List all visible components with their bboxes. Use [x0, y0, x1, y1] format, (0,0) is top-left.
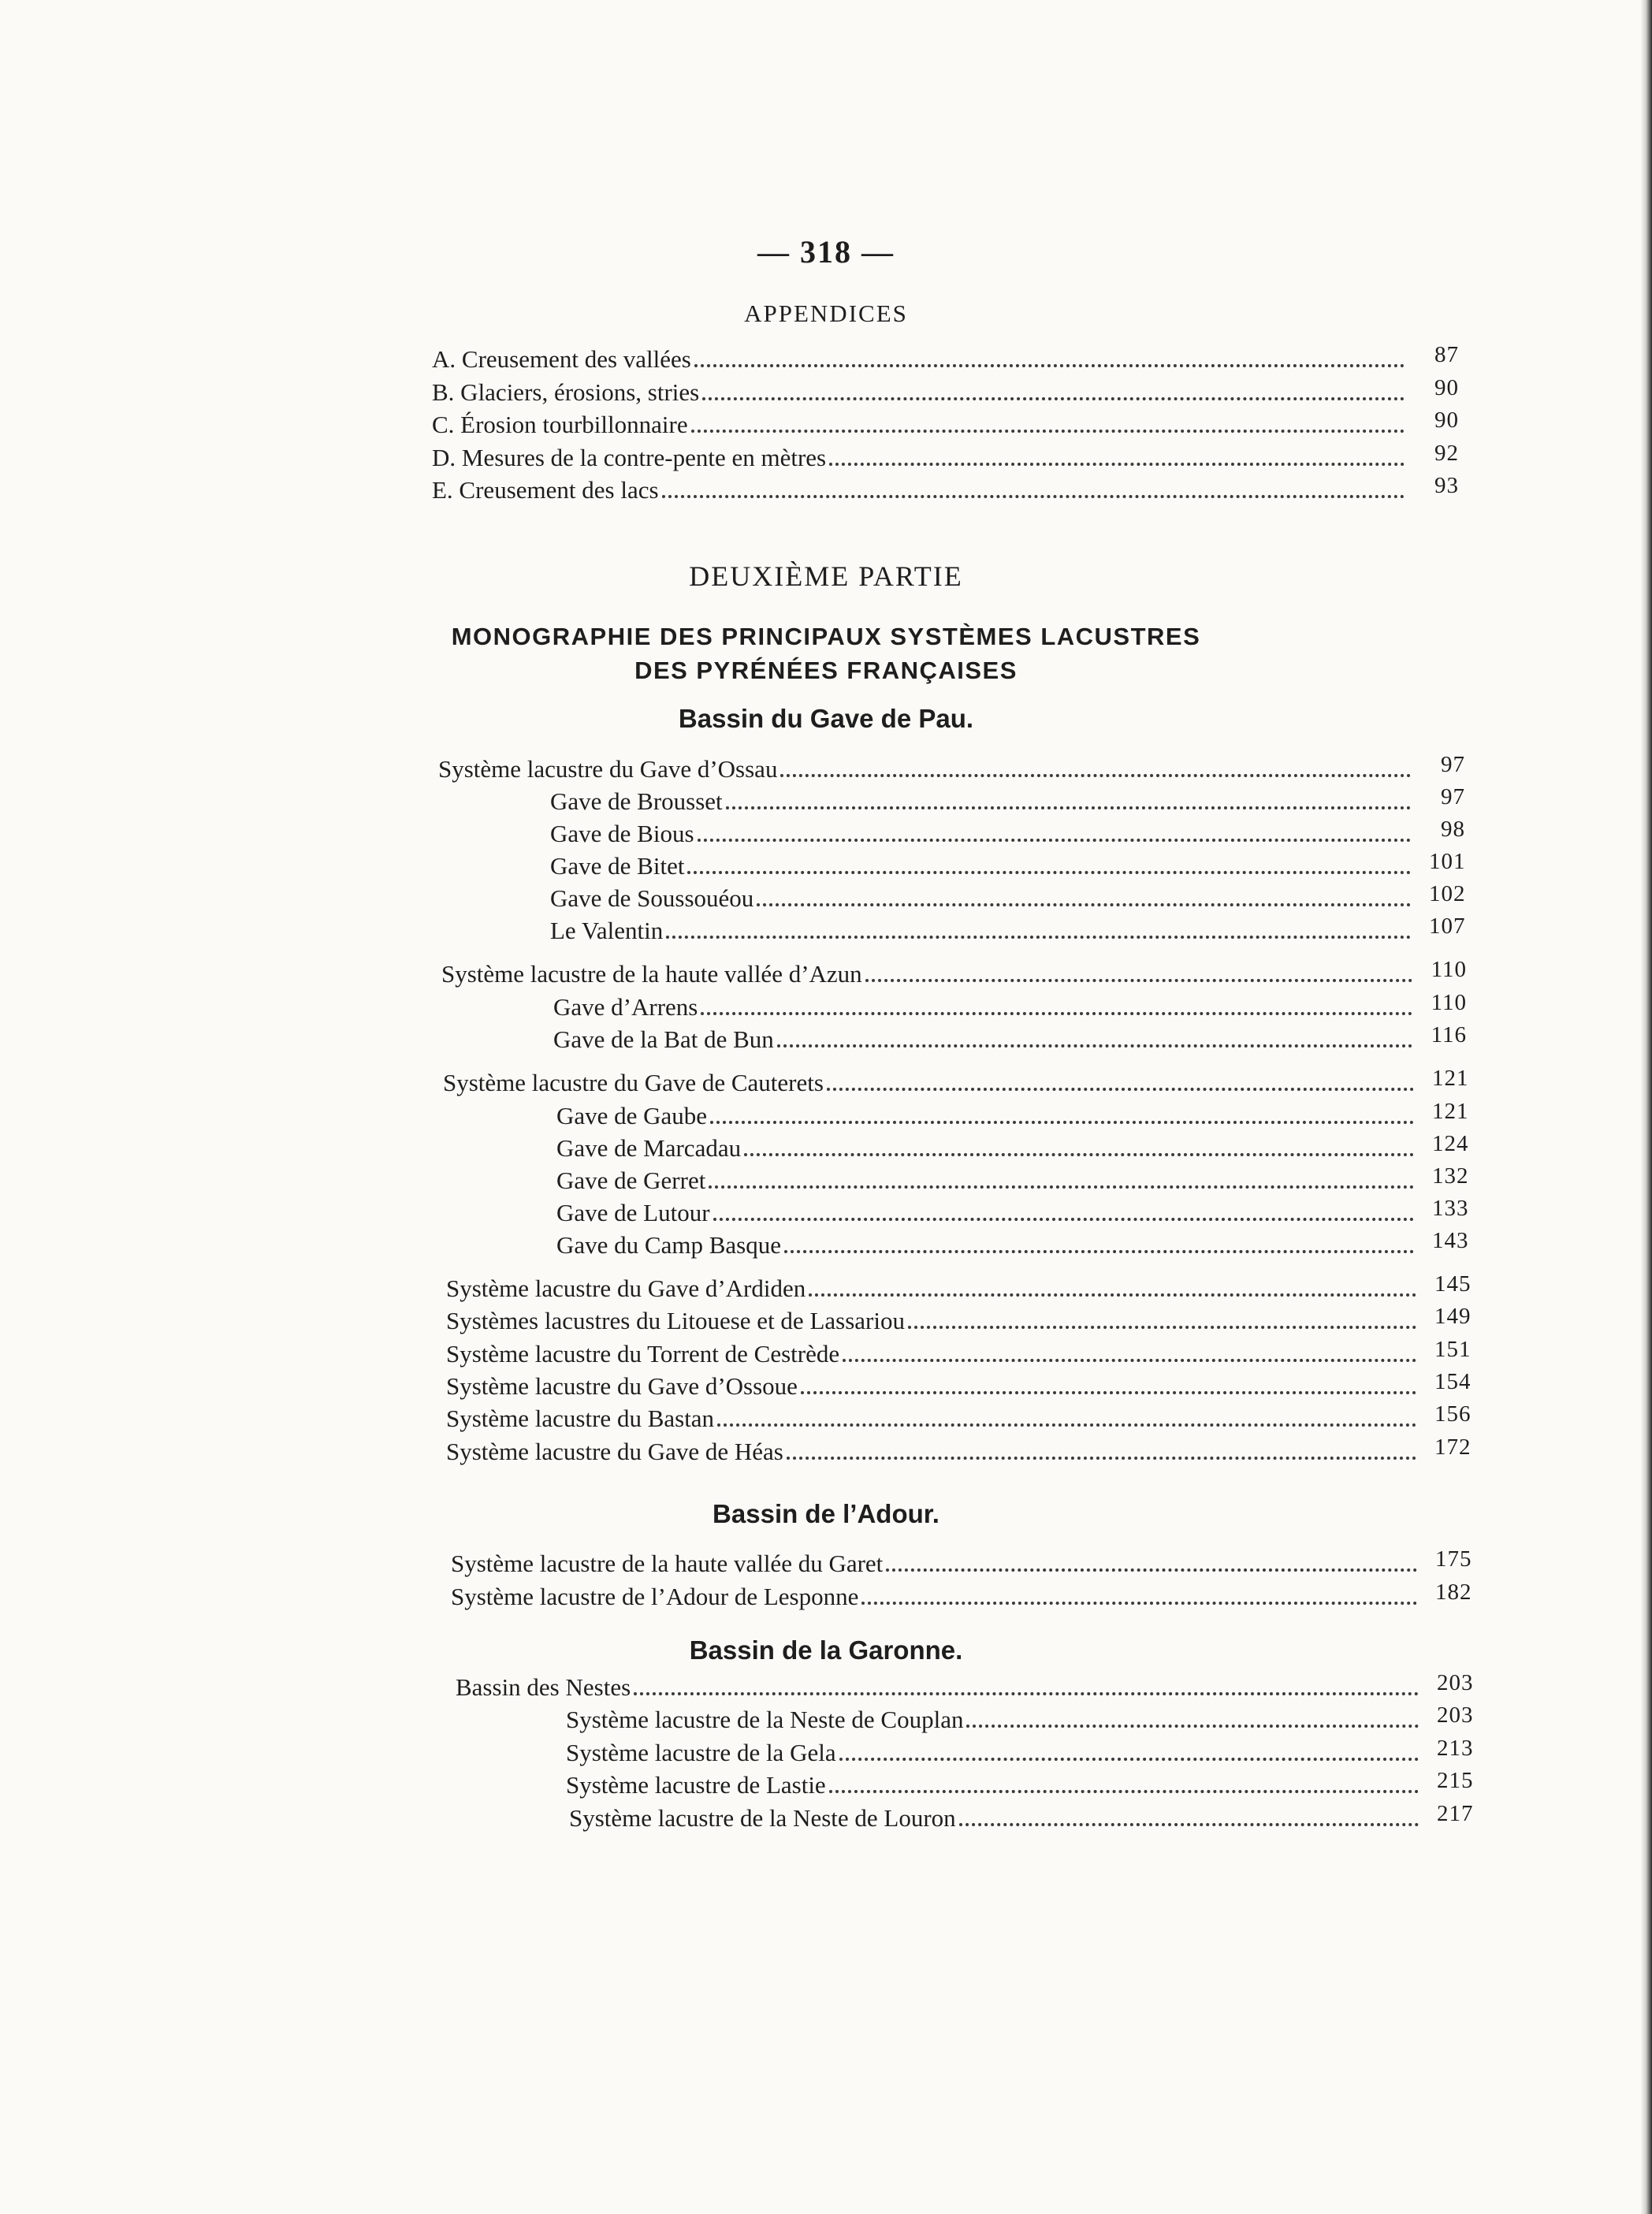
toc-entry-label: B. Glaciers, érosions, stries: [432, 378, 700, 406]
toc-entry: [446, 1337, 1472, 1371]
toc-entry: [550, 849, 1466, 883]
toc-entry: [566, 1768, 1474, 1802]
toc-entry-page: 97: [1441, 784, 1465, 809]
toc-entry-page: 172: [1434, 1434, 1472, 1460]
toc-entry: [443, 1066, 1469, 1100]
toc-entry-page: 121: [1432, 1066, 1469, 1091]
toc-entry-label: Système lacustre de la Gela: [566, 1739, 836, 1766]
dot-leader: [777, 1044, 1412, 1047]
toc-entry-label: A. Creusement des vallées: [432, 345, 691, 373]
toc-entry-page: 116: [1431, 1022, 1467, 1047]
toc-entry-label: Système lacustre du Bastan: [446, 1405, 715, 1432]
toc-entry-label: Système lacustre du Torrent de Cestrède: [446, 1340, 840, 1367]
toc-entry-label: Gave de Gaube: [556, 1102, 708, 1129]
toc-entry-page: 217: [1437, 1801, 1474, 1826]
toc-entry-page: 110: [1431, 990, 1467, 1015]
dot-leader: [839, 1758, 1419, 1761]
dot-leader: [709, 1185, 1414, 1189]
dot-leader: [801, 1391, 1416, 1394]
toc-entry-label: Gave de Marcadau: [556, 1134, 742, 1162]
dot-leader: [698, 839, 1411, 842]
toc-entry: [550, 914, 1466, 947]
toc-entry-label: Système lacustre de l’Adour de Lesponne: [451, 1583, 859, 1610]
toc-entry: [569, 1801, 1474, 1835]
dot-leader: [829, 1790, 1419, 1793]
dot-leader: [717, 1423, 1416, 1427]
toc-entry-page: 213: [1437, 1736, 1474, 1761]
toc-entry: [550, 881, 1466, 915]
toc-entry: [550, 784, 1465, 818]
dot-leader: [908, 1326, 1416, 1329]
toc-entry: [553, 1022, 1467, 1056]
monograph-title-line-1: MONOGRAPHIE DES PRINCIPAUX SYSTÈMES LACUSTRES: [451, 623, 1201, 650]
toc-entry-label: Gave du Camp Basque: [556, 1231, 781, 1259]
dot-leader: [829, 463, 1405, 466]
toc-entry-label: Système lacustre de la haute vallée du Garet: [451, 1550, 884, 1577]
toc-entry-appendix-d: [432, 441, 1459, 474]
dot-leader: [966, 1725, 1419, 1728]
basin-heading-adour: Bassin de l’Adour.: [713, 1499, 939, 1528]
toc-entry: [451, 1546, 1472, 1580]
toc-entry-label: Système lacustre du Gave de Héas: [446, 1438, 783, 1465]
toc-entry-label: D. Mesures de la contre-pente en mètres: [432, 444, 827, 471]
toc-entry: [446, 1369, 1472, 1403]
dot-leader: [701, 1012, 1412, 1015]
toc-entry: [438, 752, 1465, 786]
toc-entry-label: Gave de Lutour: [556, 1199, 710, 1226]
page-number: — 318 —: [757, 234, 895, 270]
toc-entry-page: 149: [1434, 1304, 1472, 1329]
toc-entry-label: Gave de Bitet: [550, 852, 685, 880]
toc-entry-label: Gave de Gerret: [556, 1167, 706, 1194]
dot-leader: [843, 1359, 1416, 1362]
toc-entry-page: 182: [1435, 1580, 1472, 1605]
toc-entry-label: Le Valentin: [550, 917, 664, 944]
dot-leader: [726, 806, 1411, 809]
toc-entry: [556, 1163, 1469, 1197]
toc-entry-page: 124: [1432, 1131, 1469, 1156]
toc-entry-label: E. Creusement des lacs: [432, 476, 659, 504]
toc-entry-label: Bassin des Nestes: [456, 1673, 631, 1701]
dot-leader: [702, 397, 1405, 400]
toc-entry-page: 110: [1431, 957, 1467, 982]
toc-entry-label: Gave de Bious: [550, 820, 694, 847]
dot-leader: [784, 1250, 1414, 1253]
toc-entry-page: 90: [1434, 375, 1459, 400]
toc-entry-label: Système lacustre de la Neste de Couplan: [566, 1706, 964, 1733]
toc-entry: [446, 1401, 1472, 1435]
dot-leader: [713, 1218, 1414, 1221]
dot-leader: [787, 1457, 1416, 1460]
toc-entry: [566, 1736, 1474, 1769]
toc-entry-page: 92: [1434, 441, 1459, 466]
appendices-heading: APPENDICES: [744, 300, 908, 327]
basin-heading-pau: Bassin du Gave de Pau.: [678, 704, 974, 733]
toc-entry: [446, 1304, 1472, 1338]
toc-entry: [556, 1099, 1469, 1133]
toc-entry: [556, 1131, 1469, 1165]
toc-entry-label: Système lacustre du Gave d’Ardiden: [446, 1274, 806, 1302]
toc-entry-label: Système lacustre de la Neste de Louron: [569, 1804, 956, 1832]
toc-entry-appendix-b: [432, 375, 1459, 409]
part-heading: DEUXIÈME PARTIE: [689, 560, 963, 592]
toc-entry: [553, 990, 1467, 1024]
toc-entry-page: 145: [1434, 1271, 1472, 1297]
toc-entry-appendix-c: [432, 407, 1459, 441]
toc-entry-appendix-e: [432, 473, 1459, 507]
dot-leader: [959, 1823, 1419, 1826]
toc-entry: [566, 1702, 1474, 1736]
dot-leader: [886, 1568, 1417, 1572]
toc-entry: [556, 1196, 1469, 1230]
dot-leader: [757, 903, 1411, 906]
toc-entry-page: 98: [1441, 817, 1465, 842]
toc-entry-label: Gave de Soussouéou: [550, 884, 754, 912]
toc-entry-label: Système lacustre du Gave d’Ossoue: [446, 1372, 798, 1400]
dot-leader: [827, 1088, 1414, 1091]
toc-entry-label: C. Érosion tourbillonnaire: [432, 411, 688, 438]
dot-leader: [861, 1602, 1417, 1605]
toc-entry-label: Système lacustre du Gave de Cauterets: [443, 1069, 824, 1096]
toc-entry: [446, 1434, 1472, 1468]
toc-entry-page: 154: [1434, 1369, 1472, 1394]
toc-entry-page: 102: [1429, 881, 1466, 906]
dot-leader: [694, 364, 1405, 367]
toc-entry-label: Système lacustre de la haute vallée d’Azun: [441, 960, 862, 988]
toc-entry-page: 101: [1429, 849, 1466, 874]
toc-entry-label: Gave de la Bat de Bun: [553, 1025, 774, 1053]
toc-entry-page: 121: [1432, 1099, 1469, 1124]
toc-entry: [556, 1228, 1469, 1262]
toc-entry-page: 90: [1434, 407, 1459, 433]
toc-entry-page: 132: [1432, 1163, 1469, 1189]
monograph-title-line-2: DES PYRÉNÉES FRANÇAISES: [634, 657, 1018, 684]
page-edge-shadow: [1641, 0, 1652, 2214]
toc-entry-label: Gave de Brousset: [550, 787, 723, 815]
toc-entry-label: Systèmes lacustres du Litouese et de Lassariou: [446, 1307, 905, 1334]
toc-entry-page: 143: [1432, 1228, 1469, 1253]
toc-entry-appendix-a: [432, 342, 1459, 376]
toc-entry: [446, 1271, 1472, 1305]
toc-entry: [456, 1670, 1474, 1704]
toc-entry-page: 151: [1434, 1337, 1472, 1362]
toc-entry: [550, 817, 1465, 850]
dot-leader: [634, 1692, 1419, 1695]
toc-entry-page: 175: [1435, 1546, 1472, 1572]
toc-entry-page: 87: [1434, 342, 1459, 367]
dot-leader: [744, 1153, 1414, 1156]
toc-entry-label: Système lacustre du Gave d’Ossau: [438, 755, 778, 783]
dot-leader: [780, 774, 1411, 777]
dot-leader: [666, 936, 1411, 939]
toc-entry-page: 203: [1437, 1702, 1474, 1728]
dot-leader: [865, 979, 1412, 982]
toc-entry-page: 107: [1429, 914, 1466, 939]
toc-entry-page: 97: [1441, 752, 1465, 777]
toc-entry-page: 93: [1434, 473, 1459, 498]
toc-entry: [451, 1580, 1472, 1613]
dot-leader: [809, 1293, 1416, 1297]
toc-entry-page: 133: [1432, 1196, 1469, 1221]
toc-entry-page: 203: [1437, 1670, 1474, 1695]
toc-entry-label: Gave d’Arrens: [553, 993, 698, 1021]
toc-entry-page: 156: [1434, 1401, 1472, 1427]
basin-heading-garonne: Bassin de la Garonne.: [689, 1635, 963, 1665]
toc-entry-label: Système lacustre de Lastie: [566, 1771, 826, 1799]
toc-entry: [441, 957, 1467, 991]
dot-leader: [691, 430, 1405, 433]
toc-entry-page: 215: [1437, 1768, 1474, 1793]
dot-leader: [687, 871, 1411, 874]
dot-leader: [710, 1121, 1414, 1124]
dot-leader: [662, 495, 1405, 498]
